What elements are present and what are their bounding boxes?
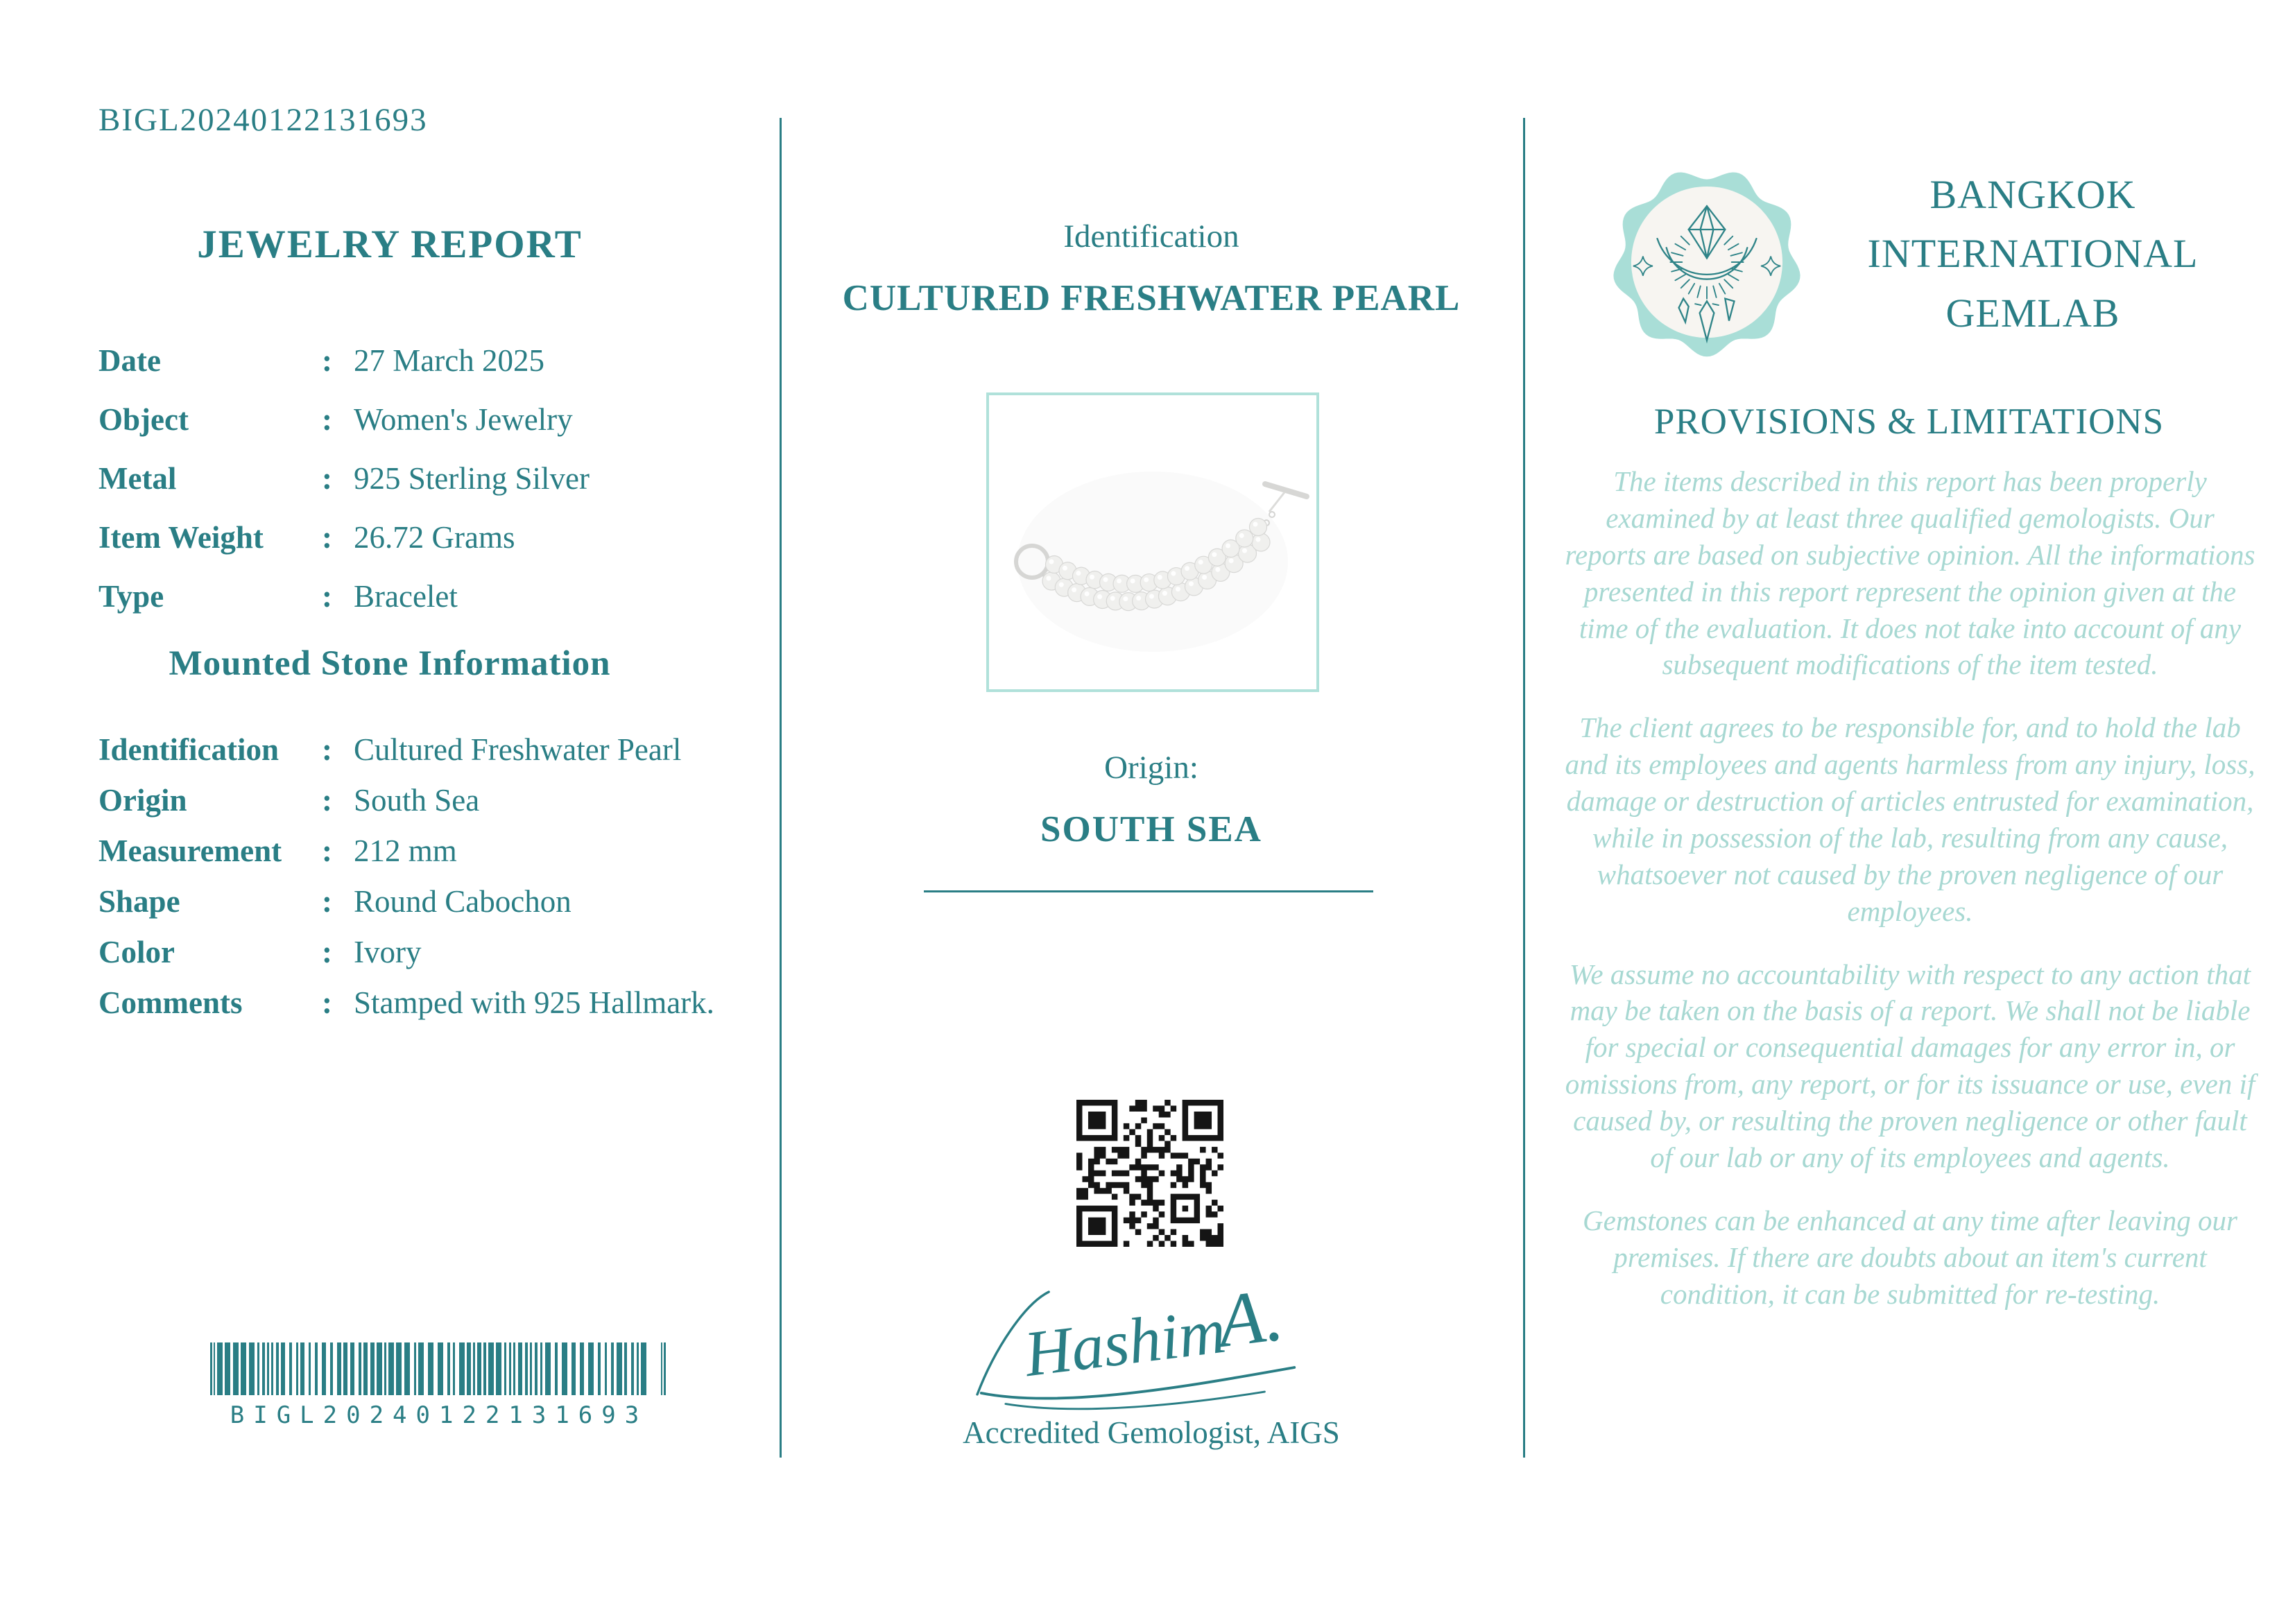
item-details-table: [98, 343, 750, 637]
origin-value: SOUTH SEA: [1040, 809, 1262, 849]
colon: :: [322, 402, 332, 437]
barcode-bars-icon: [210, 1342, 668, 1395]
report-number: BIGL20240122131693: [98, 102, 428, 138]
table-row: [98, 460, 750, 496]
detail-label: Metal: [98, 461, 177, 496]
detail-label: Date: [98, 343, 161, 378]
provisions-paragraph: The client agrees to be responsible for, and to hold the lab and its employees and agents harmless from any injury, loss, damage or destruction of articles entrusted for examination, while in possession of the lab, resulting from any cause, whatsoever not caused by the proven negligence of our employees.: [1565, 711, 2255, 927]
detail-label: Item Weight: [98, 520, 264, 555]
jewelry-photo-frame: [986, 392, 1319, 692]
detail-label: Shape: [98, 884, 180, 919]
provisions-text: [1563, 463, 2257, 1338]
detail-label: Type: [98, 579, 164, 614]
detail-label: Comments: [98, 985, 243, 1020]
table-row: [98, 884, 764, 919]
signature-text: Hashim: [1020, 1295, 1230, 1391]
table-row: [98, 401, 750, 438]
detail-label: Object: [98, 402, 189, 437]
table-row: [98, 935, 764, 969]
detail-value: South Sea: [354, 783, 480, 818]
table-row: [98, 732, 764, 767]
table-row: [98, 343, 750, 379]
section-title-mounted-stone: Mounted Stone Information: [169, 644, 611, 683]
detail-value: Women's Jewelry: [354, 402, 573, 437]
stone-details-table: [98, 732, 764, 1036]
colon: :: [322, 343, 332, 378]
page-title: JEWELRY REPORT: [197, 223, 583, 266]
colon: :: [322, 935, 332, 969]
detail-value: Cultured Freshwater Pearl: [354, 732, 682, 767]
colon: :: [322, 520, 332, 555]
table-row: [98, 985, 764, 1020]
signature-underline: [1006, 1392, 1265, 1409]
colon: :: [322, 732, 332, 767]
provisions-title: PROVISIONS & LIMITATIONS: [1653, 401, 2165, 442]
detail-label: Identification: [98, 732, 280, 767]
signer-title: Accredited Gemologist, AIGS: [963, 1415, 1340, 1450]
detail-label: Color: [98, 935, 175, 969]
organization-name: BANGKOK INTERNATIONAL GEMLAB: [1867, 172, 2199, 336]
table-row: [98, 833, 764, 868]
table-row: [98, 578, 750, 614]
separator-line: [924, 890, 1373, 892]
pearl-bracelet-image: [989, 395, 1316, 689]
provisions-paragraph: Gemstones can be enhanced at any time after leaving our premises. If there are doubts about an item's current condition, it can be submitted for re-testing.: [1583, 1204, 2237, 1310]
identification-label: Identification: [1063, 218, 1239, 254]
detail-value: 27 March 2025: [354, 343, 544, 378]
qr-code-icon: [1076, 1100, 1223, 1247]
colon: :: [322, 579, 332, 614]
column-divider-right: [1523, 118, 1525, 1458]
provisions-paragraph: The items described in this report has been properly examined by at least three qualified gemologists. Our reports are based on subjective opinion. All the informations presented in this report represent the opinion given at the time of the evaluation. It does not take into account of any subsequent modifications of the item tested.: [1565, 465, 2255, 681]
colon: :: [322, 783, 332, 818]
origin-label: Origin:: [1104, 750, 1198, 786]
gemlab-logo-icon: [1609, 159, 1805, 365]
signature-initial: A.: [1212, 1272, 1288, 1364]
barcode-text: BIGL20240122131693: [230, 1401, 648, 1429]
detail-value: Round Cabochon: [354, 884, 571, 919]
detail-value: Stamped with 925 Hallmark.: [354, 985, 714, 1020]
barcode: [210, 1342, 668, 1429]
colon: :: [322, 884, 332, 919]
provisions-paragraph: We assume no accountability with respect to any action that may be taken on the basis of a report. We shall not be liable for special or consequential damages for any error in, or omissions from, any report, or for its issuance or use, even if caused by, or resulting the proven negligence or other fault of our lab or any of its employees and agents.: [1565, 958, 2255, 1173]
colon: :: [322, 833, 332, 868]
table-row: [98, 783, 764, 818]
detail-value: Ivory: [354, 935, 422, 969]
colon: :: [322, 461, 332, 496]
detail-value: 26.72 Grams: [354, 520, 515, 555]
table-row: [98, 519, 750, 555]
detail-label: Measurement: [98, 833, 282, 868]
colon: :: [322, 985, 332, 1020]
identification-value: CULTURED FRESHWATER PEARL: [842, 278, 1461, 318]
detail-value: 212 mm: [354, 833, 457, 868]
detail-label: Origin: [98, 783, 187, 818]
detail-value: Bracelet: [354, 579, 458, 614]
gemologist-signature: [961, 1269, 1341, 1417]
detail-value: 925 Sterling Silver: [354, 461, 590, 496]
